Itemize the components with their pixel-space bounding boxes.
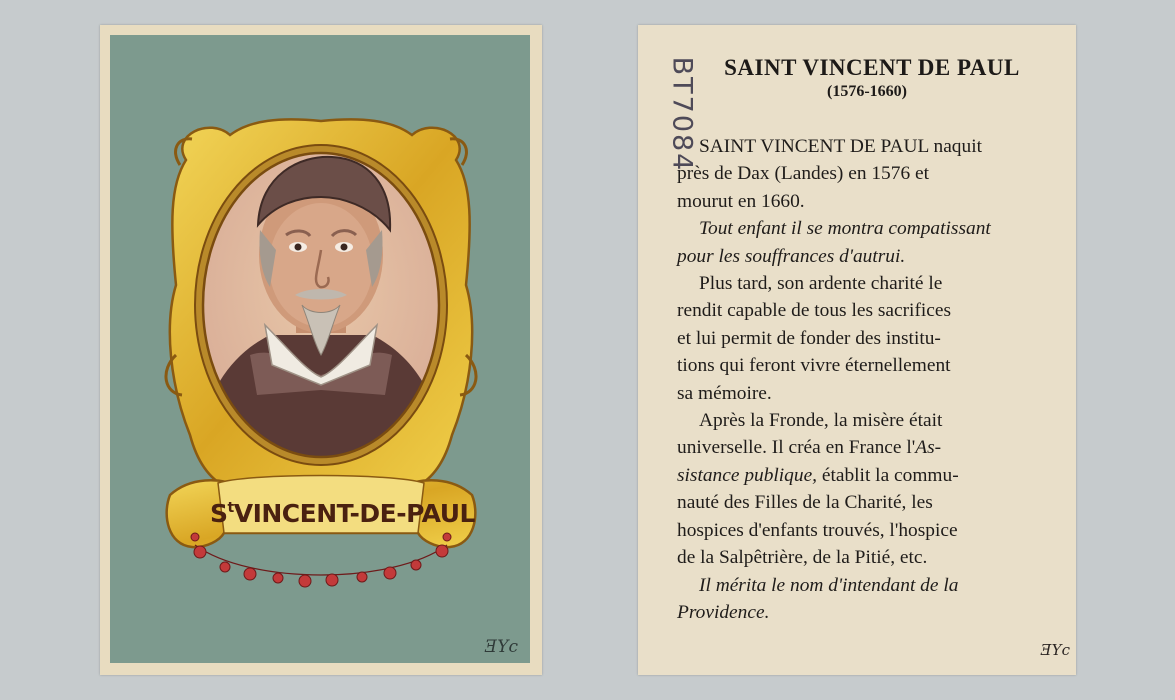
bio-line [677,462,1047,489]
card-title: SAINT VINCENT DE PAUL [724,55,1020,80]
bio-fragment-italic: sistance publique, [677,464,818,486]
bio-line: Tout enfant il se montra compatissant [699,218,991,240]
bio-line: pour les souffrances d'autrui. [677,245,906,267]
banner-name: VINCENT-DE-PAUL [233,499,475,528]
banner-title [210,499,475,528]
front-card [100,25,542,675]
bio-line: Après la Fronde, la misère était [699,410,943,432]
bio-line: tions qui feront vivre éternellement [677,355,951,377]
bio-line: hospices d'enfants trouvés, l'hospice [677,519,958,541]
bio-fragment: universelle. Il créa en France l' [677,437,916,459]
back-card [638,25,1076,675]
archive-number-handwritten: BT7084 [666,56,698,173]
card-dates: (1576-1660) [827,83,907,100]
banner-superscript: t [227,500,234,516]
bio-line: mourut en 1660. [677,190,805,212]
bio-line: et lui permit de fonder des institu- [677,327,941,349]
saint-portrait-illustration [100,25,542,675]
front-monogram: ƎYc [484,637,518,657]
bio-line: de la Salpêtrière, de la Pitié, etc. [677,547,928,569]
bio-line: SAINT VINCENT DE PAUL naquit [699,136,982,157]
back-monogram: ƎYc [1040,641,1070,659]
bio-line: nauté des Filles de la Charité, les [677,492,933,514]
bio-line: près de Dax (Landes) en 1576 et [677,163,929,185]
banner-prefix: S [210,499,228,528]
bio-line: sa mémoire. [677,382,772,404]
bio-fragment-italic: As- [915,437,942,459]
bio-line [677,434,1047,461]
bio-fragment: établit la commu- [817,464,959,486]
bio-line: rendit capable de tous les sacrifices [677,300,952,322]
bio-line: Providence. [677,601,770,623]
biography-text [677,133,1047,626]
bead-garland [191,533,451,587]
bio-line: Il mérita le nom d'intendant de la [699,574,959,596]
bio-line: Plus tard, son ardente charité le [699,273,943,295]
